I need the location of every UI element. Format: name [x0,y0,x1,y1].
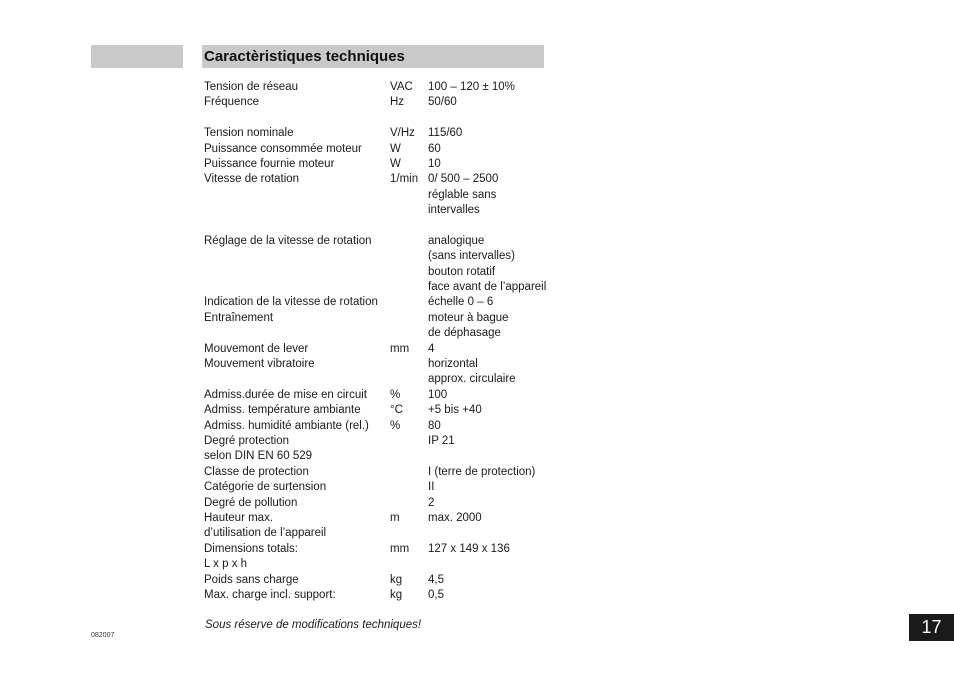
spec-value: de déphasage [428,327,501,340]
spec-value: 100 [428,388,448,401]
section-header [202,45,544,68]
spec-row [204,480,554,495]
spec-label: Mouvement vibratoire [204,358,315,371]
spec-value: analogique [428,234,485,247]
spec-unit: % [390,388,401,401]
spec-unit: Hz [390,96,405,109]
spec-unit: 1/min [390,173,419,186]
spec-row [204,357,554,372]
spec-row [204,342,554,357]
spec-label: Vitesse de rotation [204,173,300,186]
spec-row [204,219,554,234]
spec-value: IP 21 [428,434,455,447]
spec-unit: mm [390,342,410,355]
spec-row [204,588,554,603]
spec-unit: W [390,157,401,170]
spec-unit: W [390,142,401,155]
spec-label: Tension nominale [204,127,294,140]
spec-row [204,95,554,110]
spec-row [204,465,554,480]
spec-value: horizontal [428,358,478,371]
spec-row [204,434,554,449]
spec-value: bouton rotatif [428,265,496,278]
spec-value: 2 [428,496,435,509]
spec-row [204,403,554,418]
spec-unit: mm [390,542,410,555]
spec-label: Dimensions totals: [204,542,298,555]
spec-label: Degré protection [204,434,290,447]
specifications-table [204,80,554,603]
spec-value: 4 [428,342,435,355]
spec-row [204,111,554,126]
spec-value: intervalles [428,204,480,217]
spec-label: Entraînement [204,311,274,324]
spec-unit: m [390,511,400,524]
section-title: Caractèristiques techniques [204,48,405,65]
spec-value: 10 [428,157,441,170]
spec-row [204,542,554,557]
spec-unit: V/Hz [390,127,415,140]
spec-label: Fréquence [204,96,259,109]
spec-row [204,157,554,172]
spec-value: 4,5 [428,573,444,586]
spec-row [204,419,554,434]
spec-row [204,203,554,218]
spec-value: échelle 0 – 6 [428,296,494,309]
spec-value: approx. circulaire [428,373,516,386]
spec-label: Réglage de la vitesse de rotation [204,234,372,247]
spec-label: Classe de protection [204,465,309,478]
spec-row [204,265,554,280]
spec-row [204,449,554,464]
document-code: 082007 [91,632,115,639]
spec-label: Admiss. humidité ambiante (rel.) [204,419,369,432]
spec-unit: % [390,419,401,432]
spec-label: L x p x h [204,558,248,571]
spec-label: selon DIN EN 60 529 [204,450,313,463]
spec-label: Degré de pollution [204,496,298,509]
spec-value: +5 bis +40 [428,404,482,417]
spec-unit: kg [390,573,403,586]
spec-row [204,172,554,187]
spec-value: 80 [428,419,441,432]
spec-row [204,496,554,511]
spec-value: 0/ 500 – 2500 [428,173,499,186]
spec-value: réglable sans [428,188,497,201]
spec-label: Catégorie de surtension [204,481,327,494]
spec-row [204,372,554,387]
spec-row [204,126,554,141]
spec-label: d’utilisation de l’appareil [204,527,327,540]
spec-value: 50/60 [428,96,457,109]
spec-label: Admiss.durée de mise en circuit [204,388,367,401]
spec-row [204,511,554,526]
spec-value: I (terre de protection) [428,465,536,478]
spec-value: II [428,481,435,494]
spec-value: face avant de l’appareil [428,281,547,294]
spec-unit: kg [390,588,403,601]
spec-value: 100 – 120 ± 10% [428,81,515,93]
spec-value: 60 [428,142,441,155]
spec-row [204,388,554,403]
spec-row [204,188,554,203]
spec-label: Max. charge incl. support: [204,588,336,601]
spec-value: max. 2000 [428,511,482,524]
spec-unit: °C [390,404,403,417]
spec-row [204,311,554,326]
spec-value: 0,5 [428,588,444,601]
spec-value: 127 x 149 x 136 [428,542,510,555]
spec-label: Puissance consommée moteur [204,142,362,155]
spec-row [204,557,554,572]
spec-label: Puissance fournie moteur [204,157,335,170]
spec-row [204,80,554,95]
spec-row [204,142,554,157]
footnote: Sous réserve de modifications techniques! [205,619,422,631]
spec-unit: VAC [390,81,413,93]
spec-row [204,249,554,264]
spec-label: Admiss. température ambiante [204,404,361,417]
spec-row [204,526,554,541]
spec-row [204,234,554,249]
spec-value: moteur à bague [428,311,509,324]
page-number: 17 [909,614,954,641]
spec-label: Indication de la vitesse de rotation [204,296,378,309]
spec-row [204,280,554,295]
spec-label: Mouvemont de lever [204,342,309,355]
spec-value: 115/60 [428,127,463,140]
spec-row [204,326,554,341]
spec-label: Hauteur max. [204,511,274,524]
spec-label: Poids sans charge [204,573,299,586]
spec-label: Tension de réseau [204,81,298,93]
spec-value: (sans intervalles) [428,250,515,263]
spec-row [204,295,554,310]
spec-row [204,573,554,588]
left-shaded-bar [91,45,183,68]
